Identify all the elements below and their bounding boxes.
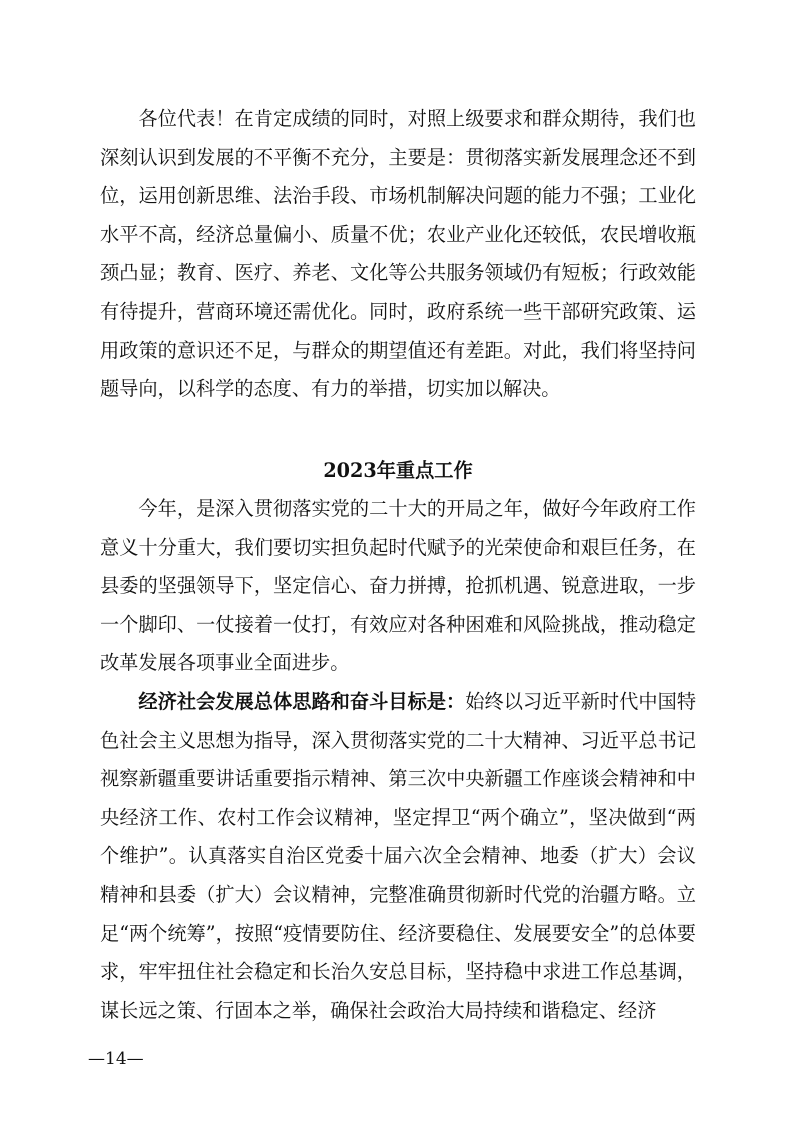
paragraph-shortcomings: 各位代表！在肯定成绩的同时，对照上级要求和群众期待，我们也深刻认识到发展的不平衡不充分，主要是：贯彻落实新发展理念还不到位，运用创新思维、法治手段、市场机制解决问题的能力不强；工业化水平不高，经济总量偏小、质量不优；农业产业化还较低，农民增收瓶颈凸显；教育、医疗、养老、文化等公共服务领域仍有短板；行政效能有待提升，营商环境还需优化。同时，政府系统一些干部研究政策、运用政策的意识还不足，与群众的期望值还有差距。对此，我们将坚持问题导向，以科学的态度、有力的举措，切实加以解决。 [100,107,696,401]
paragraph-lead-phrase: 经济社会发展总体思路和奋斗目标是： [138,689,466,713]
main-section [100,490,696,1030]
page-number: —14— [88,1049,144,1069]
section-heading: 2023年重点工作 [323,459,473,482]
opening-section [100,100,696,409]
paragraph-this-year: 今年，是深入贯彻落实党的二十大的开局之年，做好今年政府工作意义十分重大，我们要切实担负起时代赋予的光荣使命和艰巨任务，在县委的坚强领导下，坚定信心、奋力拼搏，抢抓机遇、锐意进取，一步一个脚印、一仗接着一仗打，有效应对各种困难和风险挑战，推动稳定改革发展各项事业全面进步。 [100,497,696,675]
paragraph-goal-body: 始终以习近平新时代中国特色社会主义思想为指导，深入贯彻落实党的二十大精神、习近平总书记视察新疆重要讲话重要指示精神、第三次中央新疆工作座谈会精神和中央经济工作、农村工作会议精神，坚定捍卫“两个确立”，坚决做到“两个维护”。认真落实自治区党委十届六次全会精神、地委（扩大）会议精神和县委（扩大）会议精神，完整准确贯彻新时代党的治疆方略。立足“两个统筹”，按照“疫情要防住、经济要稳住、发展要安全”的总体要求，牢牢扭住社会稳定和长治久安总目标，坚持稳中求进工作总基调，谋长远之策、行固本之举，确保社会政治大局持续和谐稳定、经济 [100,689,697,1022]
paragraph-overall-goal [100,683,696,1030]
